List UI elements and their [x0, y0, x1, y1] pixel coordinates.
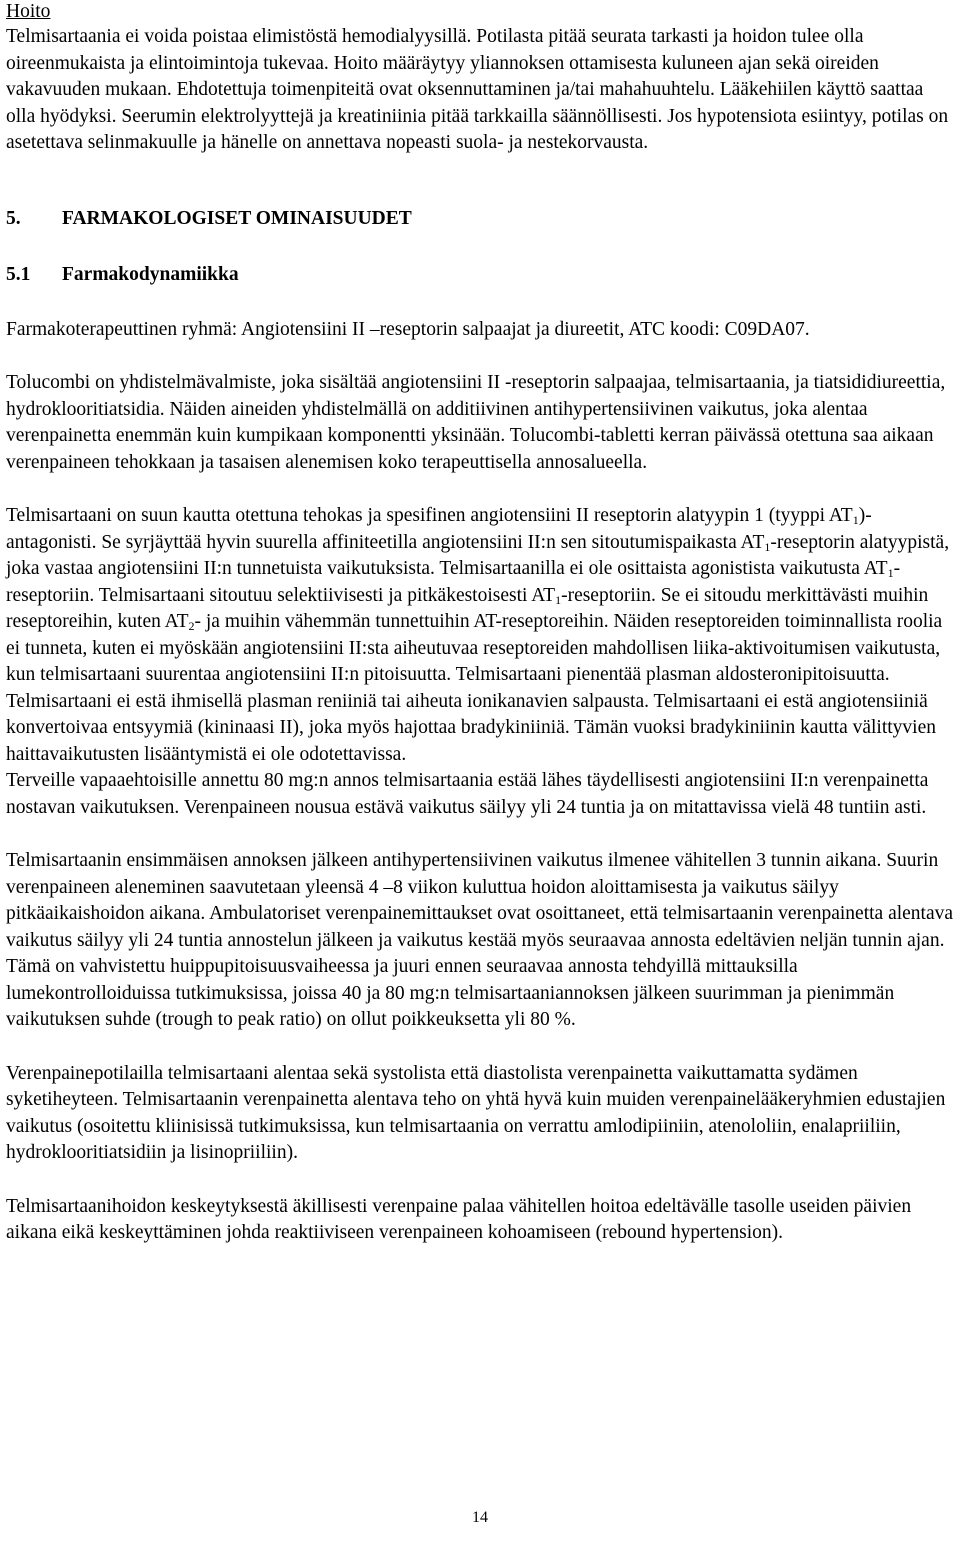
text-span: -reseptoriin. Se ei sitoudu merkittävästi muihin reseptoreihin, kuten AT: [6, 584, 929, 632]
text-span: -reseptoriin. Telmisartaani sitoutuu selektiivisesti ja pitkäkestoisesti AT: [6, 558, 901, 606]
text-span: - ja muihin vähemmän tunnettuihin AT-reseptoreihin. Näiden reseptoreiden toiminnallista roolia ei tunneta, kuten ei myöskään angiotensiini II:sta aiheutuvaa reseptoreiden mahdollisen liika-aktivoitumisen vaikutusta, kun telmisartaani suurentaa angiotensiini II:n pitoisuutta. Telmisartaani pienentää plasman aldosteronipitoisuutta. Telmisartaani ei estä ihmisellä plasman reniiniä tai aiheuta ionikanavien salpausta. Telmisartaani ei estä angiotensiiniä konvertoivaa entsyymiä (kininaasi II), joka myös hajottaa bradykiniiniä. Tämän vuoksi bradykiniinin kautta välittyvien haittavaikutusten lisääntymistä ei ole odotettavissa.: [6, 611, 943, 765]
section-5-1-title: Farmakodynamiikka: [62, 263, 239, 285]
section-5-number: 5.: [6, 207, 21, 229]
section-title-hoito: Hoito: [6, 1, 51, 22]
subscript: 1: [852, 513, 859, 527]
atc-paragraph: Farmakoterapeuttinen ryhmä: Angiotensiini II –reseptorin salpaajat ja diureetit, ATC koodi: C09DA07.: [6, 318, 810, 340]
keskeytys-paragraph: Telmisartaanihoidon keskeytyksestä äkillisesti verenpaine palaa vähitellen hoitoa edeltävälle tasolle useiden päivien aikana eikä keskeyttäminen johda reaktiiviseen verenpaineen kohoamiseen (rebound hypertension).: [6, 1195, 912, 1243]
text-span: )- antagonisti. Se syrjäyttää hyvin suurella affiniteetilla angiotensiini II:n sen sitoutumispaikasta AT: [6, 505, 872, 553]
text-span: -reseptorin alatyypistä, joka vastaa angiotensiini II:n tunnetuista vaikutuksista. Telmisartaanilla ei ole osittaista agonistista vaikutusta AT: [6, 531, 950, 579]
section-5-1-number: 5.1: [6, 263, 31, 285]
telmisartaani-paragraph: [6, 503, 956, 768]
hoito-paragraph: Telmisartaania ei voida poistaa elimistöstä hemodialyysillä. Potilasta pitää seurata tarkasti ja hoidon tulee olla oireenmukaista ja elintoimintoja tukevaa. Hoito määräytyy yliannoksen ottamisesta kuluneen ajan sekä oireiden vakavuuden mukaan. Ehdotettuja toimenpiteitä ovat oksennuttaminen ja/tai mahahuuhtelu. Lääkehiilen käyttö saattaa olla hyödyksi. Seerumin elektrolyyttejä ja kreatiniinia pitää tarkkailla säännöllisesti. Jos hypotensiota esiintyy, potilas on asetettava selinmakuulle ja hänelle on annettava nopeasti suola- ja nestekorvausta.: [6, 26, 949, 153]
subscript: 1: [555, 592, 562, 607]
document-page: [6, 0, 956, 1247]
subscript: 1: [764, 539, 771, 554]
tolucombi-paragraph: Tolucombi on yhdistelmävalmiste, joka sisältää angiotensiini II -reseptorin salpaajaa, telmisartaania, ja tiatsididiureettia, hydroklooritiatsidia. Näiden aineiden yhdistelmällä on additiivinen antihypertensiivinen vaikutus, joka alentaa verenpainetta enemmän kuin kumpikaan komponentti yksinään. Tolucombi-tabletti kerran päivässä otettuna saa aikaan verenpaineen tehokkaan ja tasaisen alenemisen koko terapeuttisella annosalueella.: [6, 372, 946, 473]
terveille-paragraph: Terveille vapaaehtoisille annettu 80 mg:n annos telmisartaania estää lähes täydellisesti angiotensiini II:n verenpainetta nostavan vaikutuksen. Verenpaineen nousua estävä vaikutus säilyy yli 24 tuntia ja on mitattavissa vielä 48 tuntiin asti.: [6, 770, 929, 818]
verenpainepotilailla-paragraph: Verenpainepotilailla telmisartaani alentaa sekä systolista että diastolista verenpainetta vaikuttamatta sydämen syketiheyteen. Telmisartaanin verenpainetta alentava teho on yhtä hyvä kuin muiden verenpainelääkeryhmien edustajien vaikutus (osoitettu kliinisissä tutkimuksissa, kun telmisartaania on verrattu amlodipiiniin, atenololiin, enalapriiliin, hydroklooritiatsidiin ja lisinopriiliin).: [6, 1062, 946, 1163]
section-5-title: FARMAKOLOGISET OMINAISUUDET: [62, 207, 412, 229]
subscript: 1: [887, 566, 894, 580]
text-span: Telmisartaani on suun kautta otettuna tehokas ja spesifinen angiotensiini II reseptorin alatyypin 1 (tyyppi AT: [6, 505, 853, 526]
section-5-1-heading: [6, 262, 956, 288]
page-number: 14: [472, 1509, 488, 1526]
section-5-heading: [6, 206, 956, 232]
subscript: 2: [188, 619, 195, 633]
ensimmaisen-annoksen-paragraph: Telmisartaanin ensimmäisen annoksen jälkeen antihypertensiivinen vaikutus ilmenee vähitellen 3 tunnin aikana. Suurin verenpaineen aleneminen saavutetaan yleensä 4 –8 viikon kuluttua hoidon aloittamisesta ja vaikutus säilyy pitkäaikaishoidon aikana. Ambulatoriset verenpainemittaukset ovat osoittaneet, että telmisartaanin verenpainetta alentava vaikutus säilyy yli 24 tuntia annostelun jälkeen ja vaikutus kestää myös seuraavaa annosta edeltävien neljän tunnin ajan. Tämä on vahvistettu huippupitoisuusvaiheessa ja juuri ennen seuraavaa annosta tehdyillä mittauksilla lumekontrolloiduissa tutkimuksissa, joissa 40 ja 80 mg:n telmisartaaniannoksen jälkeen suurimman ja pienimmän vaikutuksen suhde (trough to peak ratio) on ollut poikkeuksetta yli 80 %.: [6, 850, 954, 1030]
